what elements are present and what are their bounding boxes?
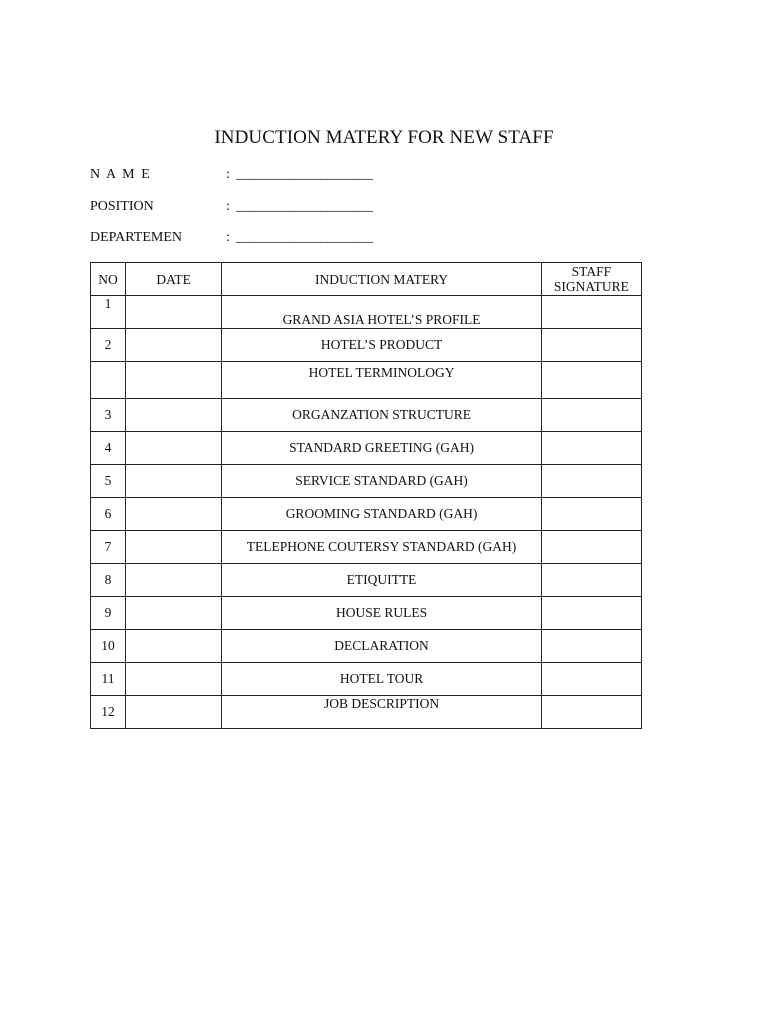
row-date-cell[interactable] — [126, 296, 222, 329]
table-row — [91, 362, 642, 399]
row-item: HOTEL TERMINOLOGY — [222, 362, 542, 399]
row-no: 4 — [91, 432, 126, 465]
row-no: 10 — [91, 630, 126, 663]
row-no: 3 — [91, 399, 126, 432]
header-signature-line2: SIGNATURE — [553, 279, 629, 294]
row-date-cell[interactable] — [126, 498, 222, 531]
row-no: 12 — [91, 696, 126, 729]
table-row — [91, 399, 642, 432]
row-no: 7 — [91, 531, 126, 564]
table-row — [91, 630, 642, 663]
row-signature-cell[interactable] — [541, 362, 641, 399]
row-signature-cell[interactable] — [541, 630, 641, 663]
row-item: TELEPHONE COUTERSY STANDARD (GAH) — [222, 531, 542, 564]
row-signature-cell[interactable] — [541, 432, 641, 465]
row-no: 8 — [91, 564, 126, 597]
table-row — [91, 531, 642, 564]
name-colon: : — [226, 167, 230, 182]
table-row — [91, 663, 642, 696]
row-signature-cell[interactable] — [541, 531, 641, 564]
row-date-cell[interactable] — [126, 696, 222, 729]
row-date-cell[interactable] — [126, 531, 222, 564]
table-row — [91, 296, 642, 329]
row-no: 6 — [91, 498, 126, 531]
row-signature-cell[interactable] — [541, 663, 641, 696]
position-label: POSITION — [90, 199, 154, 214]
row-item: HOTEL’S PRODUCT — [222, 329, 542, 362]
row-no: 2 — [91, 329, 126, 362]
department-blank-line[interactable]: _____________________ — [236, 230, 373, 245]
row-item: ETIQUITTE — [222, 564, 542, 597]
induction-table — [90, 262, 642, 729]
table-row — [91, 465, 642, 498]
department-colon: : — [226, 230, 230, 245]
document-title: INDUCTION MATERY FOR NEW STAFF — [214, 127, 554, 148]
row-item: HOUSE RULES — [222, 597, 542, 630]
table-row — [91, 597, 642, 630]
row-item: GRAND ASIA HOTEL’S PROFILE — [222, 296, 542, 329]
header-induction-matery: INDUCTION MATERY — [222, 263, 542, 296]
row-date-cell[interactable] — [126, 564, 222, 597]
department-label: DEPARTEMEN — [90, 230, 182, 245]
row-item: SERVICE STANDARD (GAH) — [222, 465, 542, 498]
row-no: 11 — [91, 663, 126, 696]
row-no: 1 — [91, 296, 126, 329]
row-item: JOB DESCRIPTION — [222, 696, 542, 729]
table-row — [91, 564, 642, 597]
name-blank-line[interactable]: _____________________ — [236, 167, 373, 182]
position-blank-line[interactable]: _____________________ — [236, 199, 373, 214]
header-no: NO — [91, 263, 126, 296]
row-item: STANDARD GREETING (GAH) — [222, 432, 542, 465]
table-header-row — [91, 263, 642, 296]
row-signature-cell[interactable] — [541, 498, 641, 531]
row-no: 5 — [91, 465, 126, 498]
row-signature-cell[interactable] — [541, 696, 641, 729]
row-date-cell[interactable] — [126, 465, 222, 498]
row-signature-cell[interactable] — [541, 329, 641, 362]
row-item: DECLARATION — [222, 630, 542, 663]
row-date-cell[interactable] — [126, 597, 222, 630]
row-signature-cell[interactable] — [541, 296, 641, 329]
row-date-cell[interactable] — [126, 329, 222, 362]
row-item: GROOMING STANDARD (GAH) — [222, 498, 542, 531]
row-date-cell[interactable] — [126, 630, 222, 663]
row-item: ORGANZATION STRUCTURE — [222, 399, 542, 432]
row-date-cell[interactable] — [126, 399, 222, 432]
row-date-cell[interactable] — [126, 663, 222, 696]
header-signature-line1: STAFF — [571, 264, 612, 279]
table-row — [91, 432, 642, 465]
header-date: DATE — [126, 263, 222, 296]
row-date-cell[interactable] — [126, 362, 222, 399]
row-item: HOTEL TOUR — [222, 663, 542, 696]
row-no — [91, 362, 126, 399]
position-colon: : — [226, 199, 230, 214]
row-signature-cell[interactable] — [541, 597, 641, 630]
table-row — [91, 329, 642, 362]
row-date-cell[interactable] — [126, 432, 222, 465]
row-signature-cell[interactable] — [541, 564, 641, 597]
header-staff-signature — [541, 263, 641, 296]
table-row — [91, 696, 642, 729]
table-row — [91, 498, 642, 531]
row-signature-cell[interactable] — [541, 465, 641, 498]
row-signature-cell[interactable] — [541, 399, 641, 432]
row-no: 9 — [91, 597, 126, 630]
name-label: N A M E — [90, 167, 152, 182]
